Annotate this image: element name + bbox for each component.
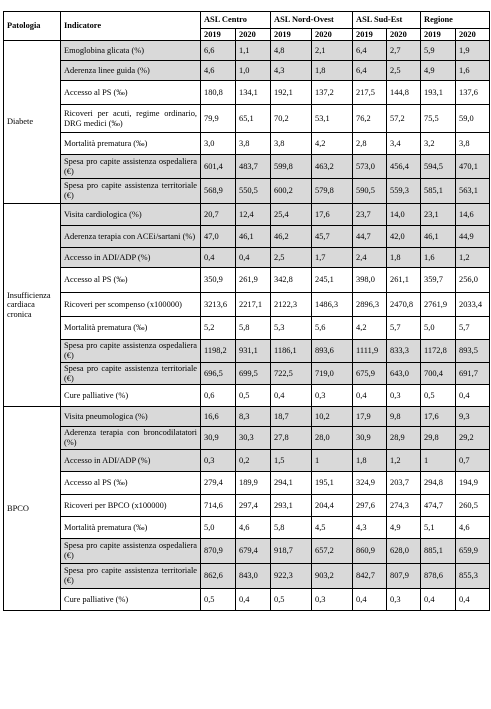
table-row xyxy=(4,204,490,226)
indicator-label: Ricoveri per acuti, regime ordinario, DRG medici (‰) xyxy=(61,105,201,133)
table-row xyxy=(4,385,490,407)
table-row xyxy=(4,407,490,427)
value-cell: 0,5 xyxy=(201,589,236,611)
indicator-label: Mortalità prematura (‰) xyxy=(61,517,201,539)
header-year: 2019 xyxy=(201,29,236,41)
value-cell: 893,5 xyxy=(456,340,490,363)
value-cell: 59,0 xyxy=(456,105,490,133)
indicator-label: Aderenza linee guida (%) xyxy=(61,61,201,81)
patologia-cell: Diabete xyxy=(4,41,61,204)
value-cell: 6,4 xyxy=(353,41,387,61)
value-cell: 0,3 xyxy=(201,450,236,472)
value-cell: 256,0 xyxy=(456,268,490,293)
value-cell: 833,3 xyxy=(387,340,421,363)
value-cell: 3,8 xyxy=(271,133,312,155)
value-cell: 903,2 xyxy=(312,564,353,589)
value-cell: 398,0 xyxy=(353,268,387,293)
value-cell: 0,2 xyxy=(236,450,271,472)
value-cell: 2896,3 xyxy=(353,293,387,317)
value-cell: 5,0 xyxy=(201,517,236,539)
value-cell: 5,3 xyxy=(271,317,312,340)
value-cell: 2,5 xyxy=(387,61,421,81)
value-cell: 10,2 xyxy=(312,407,353,427)
table-row xyxy=(4,179,490,204)
value-cell: 675,9 xyxy=(353,363,387,385)
value-cell: 559,3 xyxy=(387,179,421,204)
header-indicatore: Indicatore xyxy=(61,12,201,41)
value-cell: 0,4 xyxy=(271,385,312,407)
indicator-label: Accesso al PS (‰) xyxy=(61,472,201,495)
value-cell: 0,4 xyxy=(236,248,271,268)
indicator-label: Spesa pro capite assistenza territoriale (€) xyxy=(61,564,201,589)
indicator-label: Accesso al PS (‰) xyxy=(61,81,201,105)
header-group: Regione xyxy=(421,12,490,29)
value-cell: 2,4 xyxy=(353,248,387,268)
indicator-label: Visita cardiologica (%) xyxy=(61,204,201,226)
value-cell: 1 xyxy=(312,450,353,472)
table-body xyxy=(4,41,490,611)
value-cell: 5,0 xyxy=(421,317,456,340)
value-cell: 0,5 xyxy=(236,385,271,407)
table-row xyxy=(4,539,490,564)
value-cell: 65,1 xyxy=(236,105,271,133)
value-cell: 5,6 xyxy=(312,317,353,340)
value-cell: 0,7 xyxy=(456,450,490,472)
value-cell: 30,9 xyxy=(353,427,387,450)
value-cell: 12,4 xyxy=(236,204,271,226)
value-cell: 350,9 xyxy=(201,268,236,293)
value-cell: 2,1 xyxy=(312,41,353,61)
indicator-label: Ricoveri per scompenso (x100000) xyxy=(61,293,201,317)
value-cell: 1,2 xyxy=(456,248,490,268)
indicator-label: Spesa pro capite assistenza ospedaliera (€) xyxy=(61,340,201,363)
value-cell: 23,7 xyxy=(353,204,387,226)
table-row xyxy=(4,61,490,81)
value-cell: 1,1 xyxy=(236,41,271,61)
value-cell: 599,8 xyxy=(271,155,312,179)
indicator-label: Cure palliative (%) xyxy=(61,589,201,611)
indicator-label: Visita pneumologica (%) xyxy=(61,407,201,427)
value-cell: 16,6 xyxy=(201,407,236,427)
value-cell: 137,6 xyxy=(456,81,490,105)
table-row xyxy=(4,105,490,133)
value-cell: 579,8 xyxy=(312,179,353,204)
value-cell: 568,9 xyxy=(201,179,236,204)
table-row xyxy=(4,427,490,450)
header-year: 2019 xyxy=(421,29,456,41)
value-cell: 195,1 xyxy=(312,472,353,495)
header-group: ASL Centro xyxy=(201,12,271,29)
indicator-label: Aderenza terapia con broncodilatatori (%) xyxy=(61,427,201,450)
value-cell: 483,7 xyxy=(236,155,271,179)
value-cell: 0,4 xyxy=(353,385,387,407)
value-cell: 2033,4 xyxy=(456,293,490,317)
value-cell: 594,5 xyxy=(421,155,456,179)
table-row xyxy=(4,564,490,589)
value-cell: 0,3 xyxy=(387,589,421,611)
value-cell: 3,4 xyxy=(387,133,421,155)
value-cell: 279,4 xyxy=(201,472,236,495)
value-cell: 0,3 xyxy=(312,589,353,611)
value-cell: 855,3 xyxy=(456,564,490,589)
value-cell: 4,2 xyxy=(353,317,387,340)
value-cell: 1,6 xyxy=(421,248,456,268)
value-cell: 700,4 xyxy=(421,363,456,385)
indicator-label: Accesso in ADI/ADP (%) xyxy=(61,248,201,268)
value-cell: 30,3 xyxy=(236,427,271,450)
value-cell: 293,1 xyxy=(271,495,312,517)
value-cell: 324,9 xyxy=(353,472,387,495)
value-cell: 1111,9 xyxy=(353,340,387,363)
value-cell: 342,8 xyxy=(271,268,312,293)
value-cell: 4,6 xyxy=(201,61,236,81)
table-row xyxy=(4,517,490,539)
value-cell: 274,3 xyxy=(387,495,421,517)
value-cell: 722,5 xyxy=(271,363,312,385)
value-cell: 1,8 xyxy=(353,450,387,472)
value-cell: 0,4 xyxy=(353,589,387,611)
value-cell: 878,6 xyxy=(421,564,456,589)
value-cell: 4,5 xyxy=(312,517,353,539)
value-cell: 1486,3 xyxy=(312,293,353,317)
value-cell: 17,9 xyxy=(353,407,387,427)
value-cell: 918,7 xyxy=(271,539,312,564)
table-row xyxy=(4,268,490,293)
value-cell: 204,4 xyxy=(312,495,353,517)
value-cell: 23,1 xyxy=(421,204,456,226)
value-cell: 137,2 xyxy=(312,81,353,105)
value-cell: 2122,3 xyxy=(271,293,312,317)
indicator-label: Ricoveri per BPCO (x100000) xyxy=(61,495,201,517)
value-cell: 42,0 xyxy=(387,226,421,248)
value-cell: 193,1 xyxy=(421,81,456,105)
value-cell: 203,7 xyxy=(387,472,421,495)
value-cell: 144,8 xyxy=(387,81,421,105)
indicator-label: Spesa pro capite assistenza ospedaliera (€) xyxy=(61,539,201,564)
value-cell: 4,6 xyxy=(456,517,490,539)
value-cell: 30,9 xyxy=(201,427,236,450)
value-cell: 79,9 xyxy=(201,105,236,133)
value-cell: 870,9 xyxy=(201,539,236,564)
value-cell: 28,0 xyxy=(312,427,353,450)
indicator-label: Spesa pro capite assistenza territoriale (€) xyxy=(61,179,201,204)
indicator-label: Cure palliative (%) xyxy=(61,385,201,407)
value-cell: 3,2 xyxy=(421,133,456,155)
value-cell: 57,2 xyxy=(387,105,421,133)
value-cell: 643,0 xyxy=(387,363,421,385)
value-cell: 2,5 xyxy=(271,248,312,268)
value-cell: 862,6 xyxy=(201,564,236,589)
value-cell: 75,5 xyxy=(421,105,456,133)
value-cell: 3,8 xyxy=(456,133,490,155)
value-cell: 46,1 xyxy=(421,226,456,248)
value-cell: 294,8 xyxy=(421,472,456,495)
value-cell: 550,5 xyxy=(236,179,271,204)
value-cell: 46,2 xyxy=(271,226,312,248)
value-cell: 0,4 xyxy=(236,589,271,611)
header-year: 2020 xyxy=(236,29,271,41)
indicator-label: Spesa pro capite assistenza ospedaliera (€) xyxy=(61,155,201,179)
header-year: 2020 xyxy=(456,29,490,41)
header-group: ASL Sud-Est xyxy=(353,12,421,29)
value-cell: 294,1 xyxy=(271,472,312,495)
value-cell: 9,3 xyxy=(456,407,490,427)
value-cell: 585,1 xyxy=(421,179,456,204)
table-row xyxy=(4,155,490,179)
value-cell: 2217,1 xyxy=(236,293,271,317)
value-cell: 0,4 xyxy=(201,248,236,268)
value-cell: 2761,9 xyxy=(421,293,456,317)
value-cell: 696,5 xyxy=(201,363,236,385)
value-cell: 1,6 xyxy=(456,61,490,81)
table-row xyxy=(4,450,490,472)
value-cell: 1,8 xyxy=(312,61,353,81)
value-cell: 699,5 xyxy=(236,363,271,385)
value-cell: 6,4 xyxy=(353,61,387,81)
value-cell: 17,6 xyxy=(421,407,456,427)
value-cell: 573,0 xyxy=(353,155,387,179)
value-cell: 0,4 xyxy=(456,589,490,611)
value-cell: 261,9 xyxy=(236,268,271,293)
indicator-label: Emoglobina glicata (%) xyxy=(61,41,201,61)
value-cell: 260,5 xyxy=(456,495,490,517)
value-cell: 297,4 xyxy=(236,495,271,517)
value-cell: 3,8 xyxy=(236,133,271,155)
value-cell: 5,7 xyxy=(456,317,490,340)
value-cell: 657,2 xyxy=(312,539,353,564)
value-cell: 590,5 xyxy=(353,179,387,204)
value-cell: 18,7 xyxy=(271,407,312,427)
value-cell: 245,1 xyxy=(312,268,353,293)
value-cell: 1172,8 xyxy=(421,340,456,363)
value-cell: 0,4 xyxy=(421,589,456,611)
value-cell: 563,1 xyxy=(456,179,490,204)
value-cell: 601,4 xyxy=(201,155,236,179)
value-cell: 134,1 xyxy=(236,81,271,105)
value-cell: 691,7 xyxy=(456,363,490,385)
value-cell: 6,6 xyxy=(201,41,236,61)
value-cell: 1186,1 xyxy=(271,340,312,363)
value-cell: 470,1 xyxy=(456,155,490,179)
indicator-label: Spesa pro capite assistenza territoriale (€) xyxy=(61,363,201,385)
value-cell: 194,9 xyxy=(456,472,490,495)
header-year: 2019 xyxy=(353,29,387,41)
indicator-table xyxy=(3,11,490,611)
value-cell: 70,2 xyxy=(271,105,312,133)
value-cell: 463,2 xyxy=(312,155,353,179)
value-cell: 3213,6 xyxy=(201,293,236,317)
value-cell: 0,3 xyxy=(312,385,353,407)
indicator-label: Accesso al PS (‰) xyxy=(61,268,201,293)
value-cell: 20,7 xyxy=(201,204,236,226)
value-cell: 217,5 xyxy=(353,81,387,105)
table-row xyxy=(4,495,490,517)
table-row xyxy=(4,363,490,385)
value-cell: 0,5 xyxy=(421,385,456,407)
table-row xyxy=(4,293,490,317)
value-cell: 261,1 xyxy=(387,268,421,293)
table-row xyxy=(4,248,490,268)
table-header xyxy=(4,12,490,41)
table-row xyxy=(4,81,490,105)
value-cell: 474,7 xyxy=(421,495,456,517)
patologia-cell: BPCO xyxy=(4,407,61,611)
value-cell: 76,2 xyxy=(353,105,387,133)
value-cell: 922,3 xyxy=(271,564,312,589)
table-row xyxy=(4,589,490,611)
indicator-label: Mortalità prematura (‰) xyxy=(61,133,201,155)
value-cell: 4,9 xyxy=(421,61,456,81)
value-cell: 0,3 xyxy=(387,385,421,407)
value-cell: 44,9 xyxy=(456,226,490,248)
indicator-label: Mortalità prematura (‰) xyxy=(61,317,201,340)
value-cell: 359,7 xyxy=(421,268,456,293)
value-cell: 843,0 xyxy=(236,564,271,589)
value-cell: 600,2 xyxy=(271,179,312,204)
indicator-table-container xyxy=(3,11,490,611)
value-cell: 17,6 xyxy=(312,204,353,226)
indicator-label: Accesso in ADI/ADP (%) xyxy=(61,450,201,472)
value-cell: 885,1 xyxy=(421,539,456,564)
value-cell: 5,1 xyxy=(421,517,456,539)
value-cell: 4,6 xyxy=(236,517,271,539)
value-cell: 1,9 xyxy=(456,41,490,61)
value-cell: 8,3 xyxy=(236,407,271,427)
value-cell: 1,2 xyxy=(387,450,421,472)
value-cell: 14,0 xyxy=(387,204,421,226)
value-cell: 1 xyxy=(421,450,456,472)
header-year: 2019 xyxy=(271,29,312,41)
table-row xyxy=(4,340,490,363)
value-cell: 28,9 xyxy=(387,427,421,450)
value-cell: 4,9 xyxy=(387,517,421,539)
value-cell: 47,0 xyxy=(201,226,236,248)
value-cell: 5,9 xyxy=(421,41,456,61)
value-cell: 860,9 xyxy=(353,539,387,564)
value-cell: 931,1 xyxy=(236,340,271,363)
table-row xyxy=(4,317,490,340)
value-cell: 5,8 xyxy=(271,517,312,539)
value-cell: 4,3 xyxy=(353,517,387,539)
value-cell: 2,7 xyxy=(387,41,421,61)
value-cell: 1,5 xyxy=(271,450,312,472)
table-row xyxy=(4,41,490,61)
value-cell: 628,0 xyxy=(387,539,421,564)
value-cell: 1,7 xyxy=(312,248,353,268)
header-group: ASL Nord-Ovest xyxy=(271,12,353,29)
value-cell: 5,2 xyxy=(201,317,236,340)
value-cell: 9,8 xyxy=(387,407,421,427)
patologia-cell: Insufficienza cardiaca cronica xyxy=(4,204,61,407)
value-cell: 893,6 xyxy=(312,340,353,363)
value-cell: 0,6 xyxy=(201,385,236,407)
value-cell: 1198,2 xyxy=(201,340,236,363)
value-cell: 4,2 xyxy=(312,133,353,155)
value-cell: 45,7 xyxy=(312,226,353,248)
table-row xyxy=(4,472,490,495)
value-cell: 714,6 xyxy=(201,495,236,517)
value-cell: 5,7 xyxy=(387,317,421,340)
value-cell: 14,6 xyxy=(456,204,490,226)
table-row xyxy=(4,226,490,248)
value-cell: 2470,8 xyxy=(387,293,421,317)
value-cell: 0,5 xyxy=(271,589,312,611)
value-cell: 0,4 xyxy=(456,385,490,407)
value-cell: 297,6 xyxy=(353,495,387,517)
value-cell: 25,4 xyxy=(271,204,312,226)
header-patologia: Patologia xyxy=(4,12,61,41)
value-cell: 659,9 xyxy=(456,539,490,564)
header-year: 2020 xyxy=(312,29,353,41)
value-cell: 719,0 xyxy=(312,363,353,385)
value-cell: 44,7 xyxy=(353,226,387,248)
table-row xyxy=(4,133,490,155)
value-cell: 2,8 xyxy=(353,133,387,155)
value-cell: 29,8 xyxy=(421,427,456,450)
header-year: 2020 xyxy=(387,29,421,41)
value-cell: 46,1 xyxy=(236,226,271,248)
value-cell: 679,4 xyxy=(236,539,271,564)
value-cell: 189,9 xyxy=(236,472,271,495)
value-cell: 180,8 xyxy=(201,81,236,105)
value-cell: 842,7 xyxy=(353,564,387,589)
value-cell: 5,8 xyxy=(236,317,271,340)
value-cell: 53,1 xyxy=(312,105,353,133)
value-cell: 4,8 xyxy=(271,41,312,61)
value-cell: 29,2 xyxy=(456,427,490,450)
value-cell: 27,8 xyxy=(271,427,312,450)
value-cell: 4,3 xyxy=(271,61,312,81)
value-cell: 192,1 xyxy=(271,81,312,105)
value-cell: 3,0 xyxy=(201,133,236,155)
indicator-label: Aderenza terapia con ACEi/sartani (%) xyxy=(61,226,201,248)
value-cell: 807,9 xyxy=(387,564,421,589)
value-cell: 1,8 xyxy=(387,248,421,268)
value-cell: 1,0 xyxy=(236,61,271,81)
value-cell: 456,4 xyxy=(387,155,421,179)
